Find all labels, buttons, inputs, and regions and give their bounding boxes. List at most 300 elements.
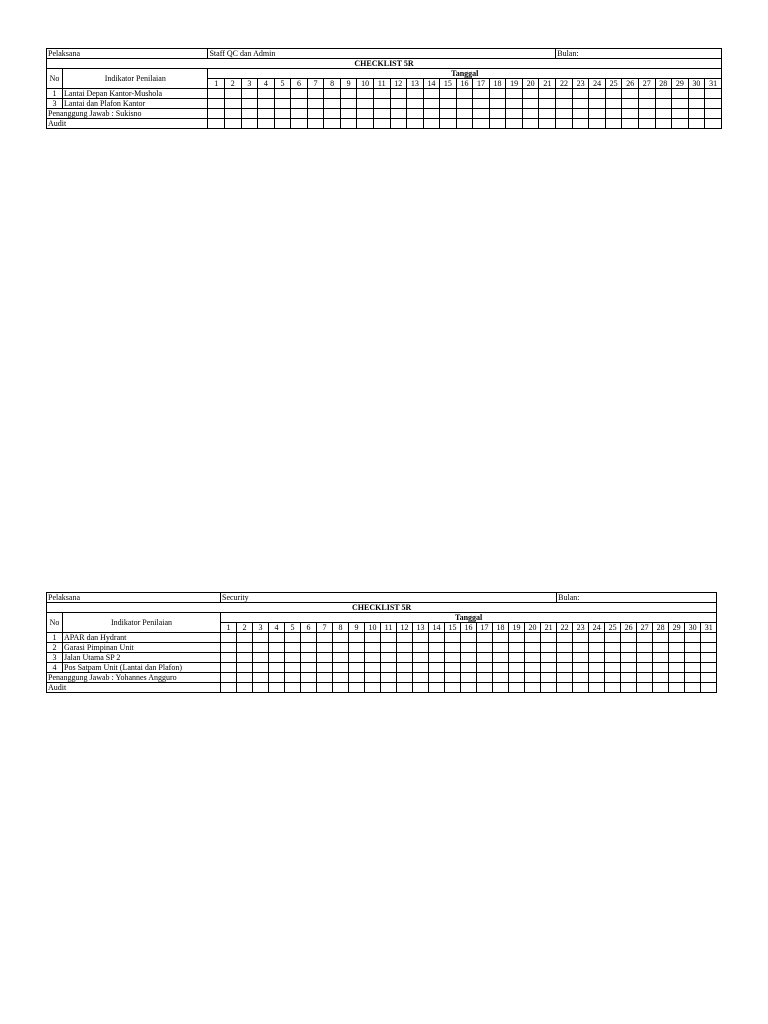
check-cell[interactable]: [274, 109, 291, 119]
check-cell[interactable]: [291, 119, 308, 129]
check-cell[interactable]: [638, 119, 655, 129]
check-cell[interactable]: [381, 663, 397, 673]
check-cell[interactable]: [340, 109, 357, 119]
check-cell[interactable]: [413, 653, 429, 663]
check-cell[interactable]: [285, 643, 301, 653]
check-cell[interactable]: [365, 673, 381, 683]
check-cell[interactable]: [269, 663, 285, 673]
check-cell[interactable]: [701, 673, 717, 683]
check-cell[interactable]: [413, 663, 429, 673]
check-cell[interactable]: [241, 119, 258, 129]
check-cell[interactable]: [589, 663, 605, 673]
check-cell[interactable]: [509, 673, 525, 683]
check-cell[interactable]: [253, 663, 269, 673]
check-cell[interactable]: [237, 633, 253, 643]
check-cell[interactable]: [397, 663, 413, 673]
check-cell[interactable]: [225, 89, 242, 99]
check-cell[interactable]: [413, 673, 429, 683]
check-cell[interactable]: [621, 663, 637, 673]
check-cell[interactable]: [445, 643, 461, 653]
check-cell[interactable]: [622, 99, 639, 109]
check-cell[interactable]: [477, 643, 493, 653]
check-cell[interactable]: [221, 673, 237, 683]
check-cell[interactable]: [397, 633, 413, 643]
check-cell[interactable]: [493, 633, 509, 643]
check-cell[interactable]: [445, 653, 461, 663]
check-cell[interactable]: [672, 89, 689, 99]
check-cell[interactable]: [221, 653, 237, 663]
check-cell[interactable]: [572, 89, 589, 99]
check-cell[interactable]: [357, 99, 374, 109]
check-cell[interactable]: [509, 633, 525, 643]
check-cell[interactable]: [373, 99, 390, 109]
check-cell[interactable]: [605, 633, 621, 643]
check-cell[interactable]: [253, 673, 269, 683]
check-cell[interactable]: [340, 119, 357, 129]
check-cell[interactable]: [237, 683, 253, 693]
check-cell[interactable]: [669, 633, 685, 643]
check-cell[interactable]: [307, 99, 324, 109]
check-cell[interactable]: [605, 99, 622, 109]
check-cell[interactable]: [489, 109, 506, 119]
check-cell[interactable]: [637, 673, 653, 683]
check-cell[interactable]: [539, 99, 556, 109]
check-cell[interactable]: [622, 119, 639, 129]
check-cell[interactable]: [301, 673, 317, 683]
check-cell[interactable]: [556, 99, 573, 109]
check-cell[interactable]: [525, 663, 541, 673]
check-cell[interactable]: [701, 653, 717, 663]
check-cell[interactable]: [461, 633, 477, 643]
check-cell[interactable]: [493, 673, 509, 683]
check-cell[interactable]: [381, 633, 397, 643]
check-cell[interactable]: [390, 119, 407, 129]
check-cell[interactable]: [621, 673, 637, 683]
check-cell[interactable]: [357, 119, 374, 129]
check-cell[interactable]: [208, 89, 225, 99]
check-cell[interactable]: [274, 99, 291, 109]
check-cell[interactable]: [522, 119, 539, 129]
check-cell[interactable]: [539, 89, 556, 99]
check-cell[interactable]: [285, 633, 301, 643]
check-cell[interactable]: [340, 89, 357, 99]
check-cell[interactable]: [208, 109, 225, 119]
check-cell[interactable]: [301, 643, 317, 653]
check-cell[interactable]: [461, 653, 477, 663]
check-cell[interactable]: [573, 643, 589, 653]
check-cell[interactable]: [637, 633, 653, 643]
check-cell[interactable]: [208, 99, 225, 109]
check-cell[interactable]: [589, 99, 606, 109]
check-cell[interactable]: [685, 663, 701, 673]
check-cell[interactable]: [237, 663, 253, 673]
check-cell[interactable]: [365, 633, 381, 643]
check-cell[interactable]: [324, 119, 341, 129]
check-cell[interactable]: [672, 99, 689, 109]
check-cell[interactable]: [621, 683, 637, 693]
check-cell[interactable]: [381, 683, 397, 693]
check-cell[interactable]: [365, 663, 381, 673]
check-cell[interactable]: [493, 663, 509, 673]
check-cell[interactable]: [269, 633, 285, 643]
check-cell[interactable]: [461, 683, 477, 693]
check-cell[interactable]: [258, 99, 275, 109]
check-cell[interactable]: [477, 673, 493, 683]
check-cell[interactable]: [653, 683, 669, 693]
check-cell[interactable]: [307, 89, 324, 99]
check-cell[interactable]: [456, 99, 473, 109]
check-cell[interactable]: [413, 643, 429, 653]
check-cell[interactable]: [269, 673, 285, 683]
check-cell[interactable]: [333, 683, 349, 693]
check-cell[interactable]: [573, 673, 589, 683]
check-cell[interactable]: [317, 663, 333, 673]
check-cell[interactable]: [685, 653, 701, 663]
check-cell[interactable]: [357, 89, 374, 99]
check-cell[interactable]: [397, 673, 413, 683]
check-cell[interactable]: [456, 119, 473, 129]
check-cell[interactable]: [333, 633, 349, 643]
check-cell[interactable]: [461, 673, 477, 683]
check-cell[interactable]: [241, 99, 258, 109]
check-cell[interactable]: [589, 643, 605, 653]
check-cell[interactable]: [589, 119, 606, 129]
check-cell[interactable]: [333, 653, 349, 663]
check-cell[interactable]: [317, 643, 333, 653]
check-cell[interactable]: [473, 109, 490, 119]
check-cell[interactable]: [237, 643, 253, 653]
check-cell[interactable]: [349, 663, 365, 673]
check-cell[interactable]: [349, 683, 365, 693]
check-cell[interactable]: [390, 99, 407, 109]
check-cell[interactable]: [253, 633, 269, 643]
check-cell[interactable]: [301, 633, 317, 643]
check-cell[interactable]: [621, 653, 637, 663]
check-cell[interactable]: [685, 643, 701, 653]
check-cell[interactable]: [473, 119, 490, 129]
check-cell[interactable]: [655, 119, 672, 129]
check-cell[interactable]: [258, 109, 275, 119]
check-cell[interactable]: [274, 119, 291, 129]
check-cell[interactable]: [573, 683, 589, 693]
check-cell[interactable]: [672, 119, 689, 129]
check-cell[interactable]: [589, 653, 605, 663]
check-cell[interactable]: [413, 683, 429, 693]
check-cell[interactable]: [525, 633, 541, 643]
check-cell[interactable]: [572, 99, 589, 109]
check-cell[interactable]: [638, 109, 655, 119]
check-cell[interactable]: [269, 643, 285, 653]
check-cell[interactable]: [423, 89, 440, 99]
check-cell[interactable]: [701, 643, 717, 653]
check-cell[interactable]: [301, 663, 317, 673]
check-cell[interactable]: [557, 653, 573, 663]
check-cell[interactable]: [477, 663, 493, 673]
check-cell[interactable]: [621, 633, 637, 643]
check-cell[interactable]: [237, 653, 253, 663]
check-cell[interactable]: [429, 683, 445, 693]
check-cell[interactable]: [572, 119, 589, 129]
check-cell[interactable]: [258, 89, 275, 99]
check-cell[interactable]: [669, 663, 685, 673]
check-cell[interactable]: [317, 633, 333, 643]
check-cell[interactable]: [685, 683, 701, 693]
check-cell[interactable]: [489, 119, 506, 129]
check-cell[interactable]: [539, 109, 556, 119]
check-cell[interactable]: [445, 683, 461, 693]
check-cell[interactable]: [557, 633, 573, 643]
check-cell[interactable]: [291, 109, 308, 119]
check-cell[interactable]: [365, 643, 381, 653]
check-cell[interactable]: [605, 663, 621, 673]
check-cell[interactable]: [324, 99, 341, 109]
check-cell[interactable]: [509, 643, 525, 653]
check-cell[interactable]: [489, 99, 506, 109]
check-cell[interactable]: [541, 673, 557, 683]
check-cell[interactable]: [357, 109, 374, 119]
check-cell[interactable]: [557, 643, 573, 653]
check-cell[interactable]: [506, 99, 523, 109]
check-cell[interactable]: [605, 119, 622, 129]
check-cell[interactable]: [522, 99, 539, 109]
check-cell[interactable]: [285, 663, 301, 673]
check-cell[interactable]: [221, 663, 237, 673]
check-cell[interactable]: [541, 663, 557, 673]
check-cell[interactable]: [509, 683, 525, 693]
check-cell[interactable]: [701, 633, 717, 643]
check-cell[interactable]: [340, 99, 357, 109]
check-cell[interactable]: [669, 673, 685, 683]
check-cell[interactable]: [669, 643, 685, 653]
check-cell[interactable]: [522, 89, 539, 99]
check-cell[interactable]: [637, 683, 653, 693]
check-cell[interactable]: [655, 89, 672, 99]
check-cell[interactable]: [333, 673, 349, 683]
check-cell[interactable]: [477, 683, 493, 693]
check-cell[interactable]: [493, 683, 509, 693]
check-cell[interactable]: [285, 683, 301, 693]
check-cell[interactable]: [573, 633, 589, 643]
check-cell[interactable]: [672, 109, 689, 119]
check-cell[interactable]: [429, 643, 445, 653]
check-cell[interactable]: [506, 119, 523, 129]
check-cell[interactable]: [461, 663, 477, 673]
check-cell[interactable]: [557, 663, 573, 673]
check-cell[interactable]: [621, 643, 637, 653]
check-cell[interactable]: [637, 643, 653, 653]
check-cell[interactable]: [556, 109, 573, 119]
check-cell[interactable]: [688, 89, 705, 99]
check-cell[interactable]: [701, 683, 717, 693]
check-cell[interactable]: [221, 683, 237, 693]
check-cell[interactable]: [539, 119, 556, 129]
check-cell[interactable]: [589, 683, 605, 693]
check-cell[interactable]: [509, 663, 525, 673]
check-cell[interactable]: [237, 673, 253, 683]
check-cell[interactable]: [525, 673, 541, 683]
check-cell[interactable]: [653, 663, 669, 673]
check-cell[interactable]: [373, 109, 390, 119]
check-cell[interactable]: [407, 99, 424, 109]
check-cell[interactable]: [317, 683, 333, 693]
check-cell[interactable]: [373, 89, 390, 99]
check-cell[interactable]: [589, 89, 606, 99]
check-cell[interactable]: [221, 633, 237, 643]
check-cell[interactable]: [390, 89, 407, 99]
check-cell[interactable]: [557, 683, 573, 693]
check-cell[interactable]: [429, 653, 445, 663]
check-cell[interactable]: [688, 109, 705, 119]
check-cell[interactable]: [208, 119, 225, 129]
check-cell[interactable]: [685, 673, 701, 683]
check-cell[interactable]: [285, 653, 301, 663]
check-cell[interactable]: [445, 673, 461, 683]
check-cell[interactable]: [429, 633, 445, 643]
check-cell[interactable]: [285, 673, 301, 683]
check-cell[interactable]: [541, 683, 557, 693]
check-cell[interactable]: [525, 653, 541, 663]
check-cell[interactable]: [522, 109, 539, 119]
check-cell[interactable]: [397, 653, 413, 663]
check-cell[interactable]: [291, 89, 308, 99]
check-cell[interactable]: [381, 673, 397, 683]
check-cell[interactable]: [473, 89, 490, 99]
check-cell[interactable]: [705, 119, 722, 129]
check-cell[interactable]: [461, 643, 477, 653]
check-cell[interactable]: [605, 673, 621, 683]
check-cell[interactable]: [541, 653, 557, 663]
check-cell[interactable]: [573, 663, 589, 673]
check-cell[interactable]: [301, 683, 317, 693]
check-cell[interactable]: [638, 89, 655, 99]
check-cell[interactable]: [456, 109, 473, 119]
check-cell[interactable]: [365, 653, 381, 663]
check-cell[interactable]: [489, 89, 506, 99]
check-cell[interactable]: [445, 633, 461, 643]
check-cell[interactable]: [473, 99, 490, 109]
check-cell[interactable]: [225, 109, 242, 119]
check-cell[interactable]: [413, 633, 429, 643]
check-cell[interactable]: [429, 673, 445, 683]
check-cell[interactable]: [557, 673, 573, 683]
check-cell[interactable]: [407, 119, 424, 129]
check-cell[interactable]: [324, 89, 341, 99]
check-cell[interactable]: [269, 683, 285, 693]
check-cell[interactable]: [605, 109, 622, 119]
check-cell[interactable]: [307, 119, 324, 129]
check-cell[interactable]: [317, 673, 333, 683]
check-cell[interactable]: [423, 119, 440, 129]
check-cell[interactable]: [637, 663, 653, 673]
check-cell[interactable]: [653, 633, 669, 643]
check-cell[interactable]: [440, 119, 457, 129]
check-cell[interactable]: [573, 653, 589, 663]
check-cell[interactable]: [381, 643, 397, 653]
check-cell[interactable]: [445, 663, 461, 673]
check-cell[interactable]: [373, 119, 390, 129]
check-cell[interactable]: [258, 119, 275, 129]
check-cell[interactable]: [349, 653, 365, 663]
check-cell[interactable]: [423, 99, 440, 109]
check-cell[interactable]: [365, 683, 381, 693]
check-cell[interactable]: [349, 673, 365, 683]
check-cell[interactable]: [653, 673, 669, 683]
check-cell[interactable]: [333, 663, 349, 673]
check-cell[interactable]: [291, 99, 308, 109]
check-cell[interactable]: [241, 109, 258, 119]
check-cell[interactable]: [688, 99, 705, 109]
check-cell[interactable]: [622, 109, 639, 119]
check-cell[interactable]: [253, 683, 269, 693]
check-cell[interactable]: [506, 109, 523, 119]
check-cell[interactable]: [605, 653, 621, 663]
check-cell[interactable]: [324, 109, 341, 119]
check-cell[interactable]: [225, 99, 242, 109]
check-cell[interactable]: [622, 89, 639, 99]
check-cell[interactable]: [253, 653, 269, 663]
check-cell[interactable]: [349, 643, 365, 653]
check-cell[interactable]: [225, 119, 242, 129]
check-cell[interactable]: [655, 109, 672, 119]
check-cell[interactable]: [653, 643, 669, 653]
check-cell[interactable]: [572, 109, 589, 119]
check-cell[interactable]: [397, 643, 413, 653]
check-cell[interactable]: [637, 653, 653, 663]
check-cell[interactable]: [525, 683, 541, 693]
check-cell[interactable]: [605, 683, 621, 693]
check-cell[interactable]: [333, 643, 349, 653]
check-cell[interactable]: [423, 109, 440, 119]
check-cell[interactable]: [407, 89, 424, 99]
check-cell[interactable]: [509, 653, 525, 663]
check-cell[interactable]: [541, 643, 557, 653]
check-cell[interactable]: [381, 653, 397, 663]
check-cell[interactable]: [493, 643, 509, 653]
check-cell[interactable]: [589, 673, 605, 683]
check-cell[interactable]: [477, 633, 493, 643]
check-cell[interactable]: [429, 663, 445, 673]
check-cell[interactable]: [456, 89, 473, 99]
check-cell[interactable]: [638, 99, 655, 109]
check-cell[interactable]: [525, 643, 541, 653]
check-cell[interactable]: [349, 633, 365, 643]
check-cell[interactable]: [307, 109, 324, 119]
check-cell[interactable]: [253, 643, 269, 653]
check-cell[interactable]: [705, 99, 722, 109]
check-cell[interactable]: [477, 653, 493, 663]
check-cell[interactable]: [701, 663, 717, 673]
check-cell[interactable]: [556, 89, 573, 99]
check-cell[interactable]: [397, 683, 413, 693]
check-cell[interactable]: [506, 89, 523, 99]
check-cell[interactable]: [556, 119, 573, 129]
check-cell[interactable]: [605, 89, 622, 99]
check-cell[interactable]: [301, 653, 317, 663]
check-cell[interactable]: [390, 109, 407, 119]
check-cell[interactable]: [269, 653, 285, 663]
check-cell[interactable]: [274, 89, 291, 99]
check-cell[interactable]: [440, 109, 457, 119]
check-cell[interactable]: [589, 633, 605, 643]
check-cell[interactable]: [589, 109, 606, 119]
check-cell[interactable]: [669, 653, 685, 663]
check-cell[interactable]: [605, 643, 621, 653]
check-cell[interactable]: [653, 653, 669, 663]
check-cell[interactable]: [493, 653, 509, 663]
check-cell[interactable]: [669, 683, 685, 693]
check-cell[interactable]: [407, 109, 424, 119]
check-cell[interactable]: [221, 643, 237, 653]
